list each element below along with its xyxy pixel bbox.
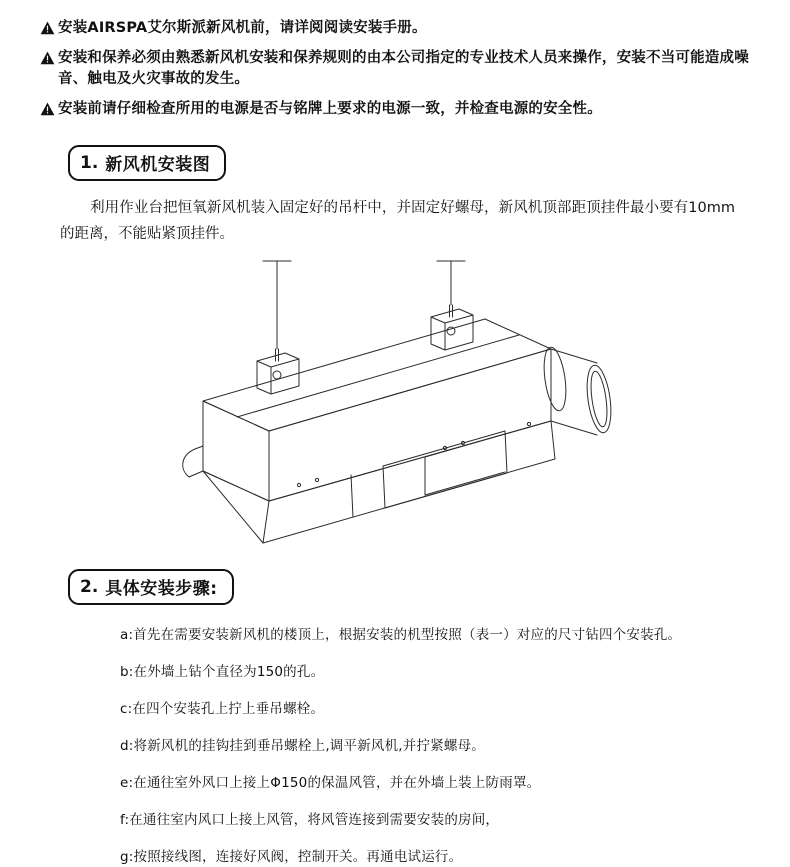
warning-triangle-icon xyxy=(40,102,55,116)
section-1-number: 1. xyxy=(80,152,99,173)
section-1-paragraph xyxy=(40,195,750,247)
step-item: b:在外墙上钻个直径为150的孔。 xyxy=(120,664,325,680)
section-1-header-wrap xyxy=(40,129,750,181)
step-item: c:在四个安装孔上拧上垂吊螺栓。 xyxy=(120,701,325,717)
section-2-number: 2. xyxy=(80,576,99,597)
step-item: f:在通往室内风口上接上风管，将风管连接到需要安装的房间， xyxy=(120,812,500,828)
step-item: d:将新风机的挂钩挂到垂吊螺栓上,调平新风机,并拧紧螺母。 xyxy=(120,738,485,754)
section-2-header-wrap xyxy=(40,553,750,605)
step-item: g:按照接线图，连接好风阀，控制开关。再通电试运行。 xyxy=(120,849,463,865)
warning-item xyxy=(40,18,750,39)
section-1-title: 新风机安装图 xyxy=(105,155,211,175)
step-item: e:在通往室外风口上接上Φ150的保温风管，并在外墙上装上防雨罩。 xyxy=(120,775,541,791)
step-item: a:首先在需要安装新风机的楼顶上，根据安装的机型按照（表一）对应的尺寸钻四个安装孔。 xyxy=(120,627,682,643)
warning-text: 安装AIRSPA艾尔斯派新风机前，请详阅阅读安装手册。 xyxy=(58,20,427,36)
warning-item xyxy=(40,99,750,120)
section-2-header xyxy=(68,569,234,605)
warning-text: 安装和保养必须由熟悉新风机安装和保养规则的由本公司指定的专业技术人员来操作，安装不当可能造成噪音、触电及火灾事故的发生。 xyxy=(58,50,749,87)
warning-triangle-icon xyxy=(40,51,55,65)
warning-triangle-icon xyxy=(40,21,55,35)
section-2-title: 具体安装步骤: xyxy=(105,579,218,599)
installation-steps-list xyxy=(40,625,750,867)
fresh-air-unit-installation-diagram xyxy=(40,253,750,553)
section-1-paragraph-text: 利用作业台把恒氧新风机装入固定好的吊杆中，并固定好螺母，新风机顶部距顶挂件最小要有10mm的距离，不能贴紧顶挂件。 xyxy=(60,200,735,242)
warning-list xyxy=(40,18,750,120)
warning-text: 安装前请仔细检查所用的电源是否与铭牌上要求的电源一致，并检查电源的安全性。 xyxy=(58,101,602,117)
warning-item xyxy=(40,48,750,90)
section-1-header xyxy=(68,145,226,181)
